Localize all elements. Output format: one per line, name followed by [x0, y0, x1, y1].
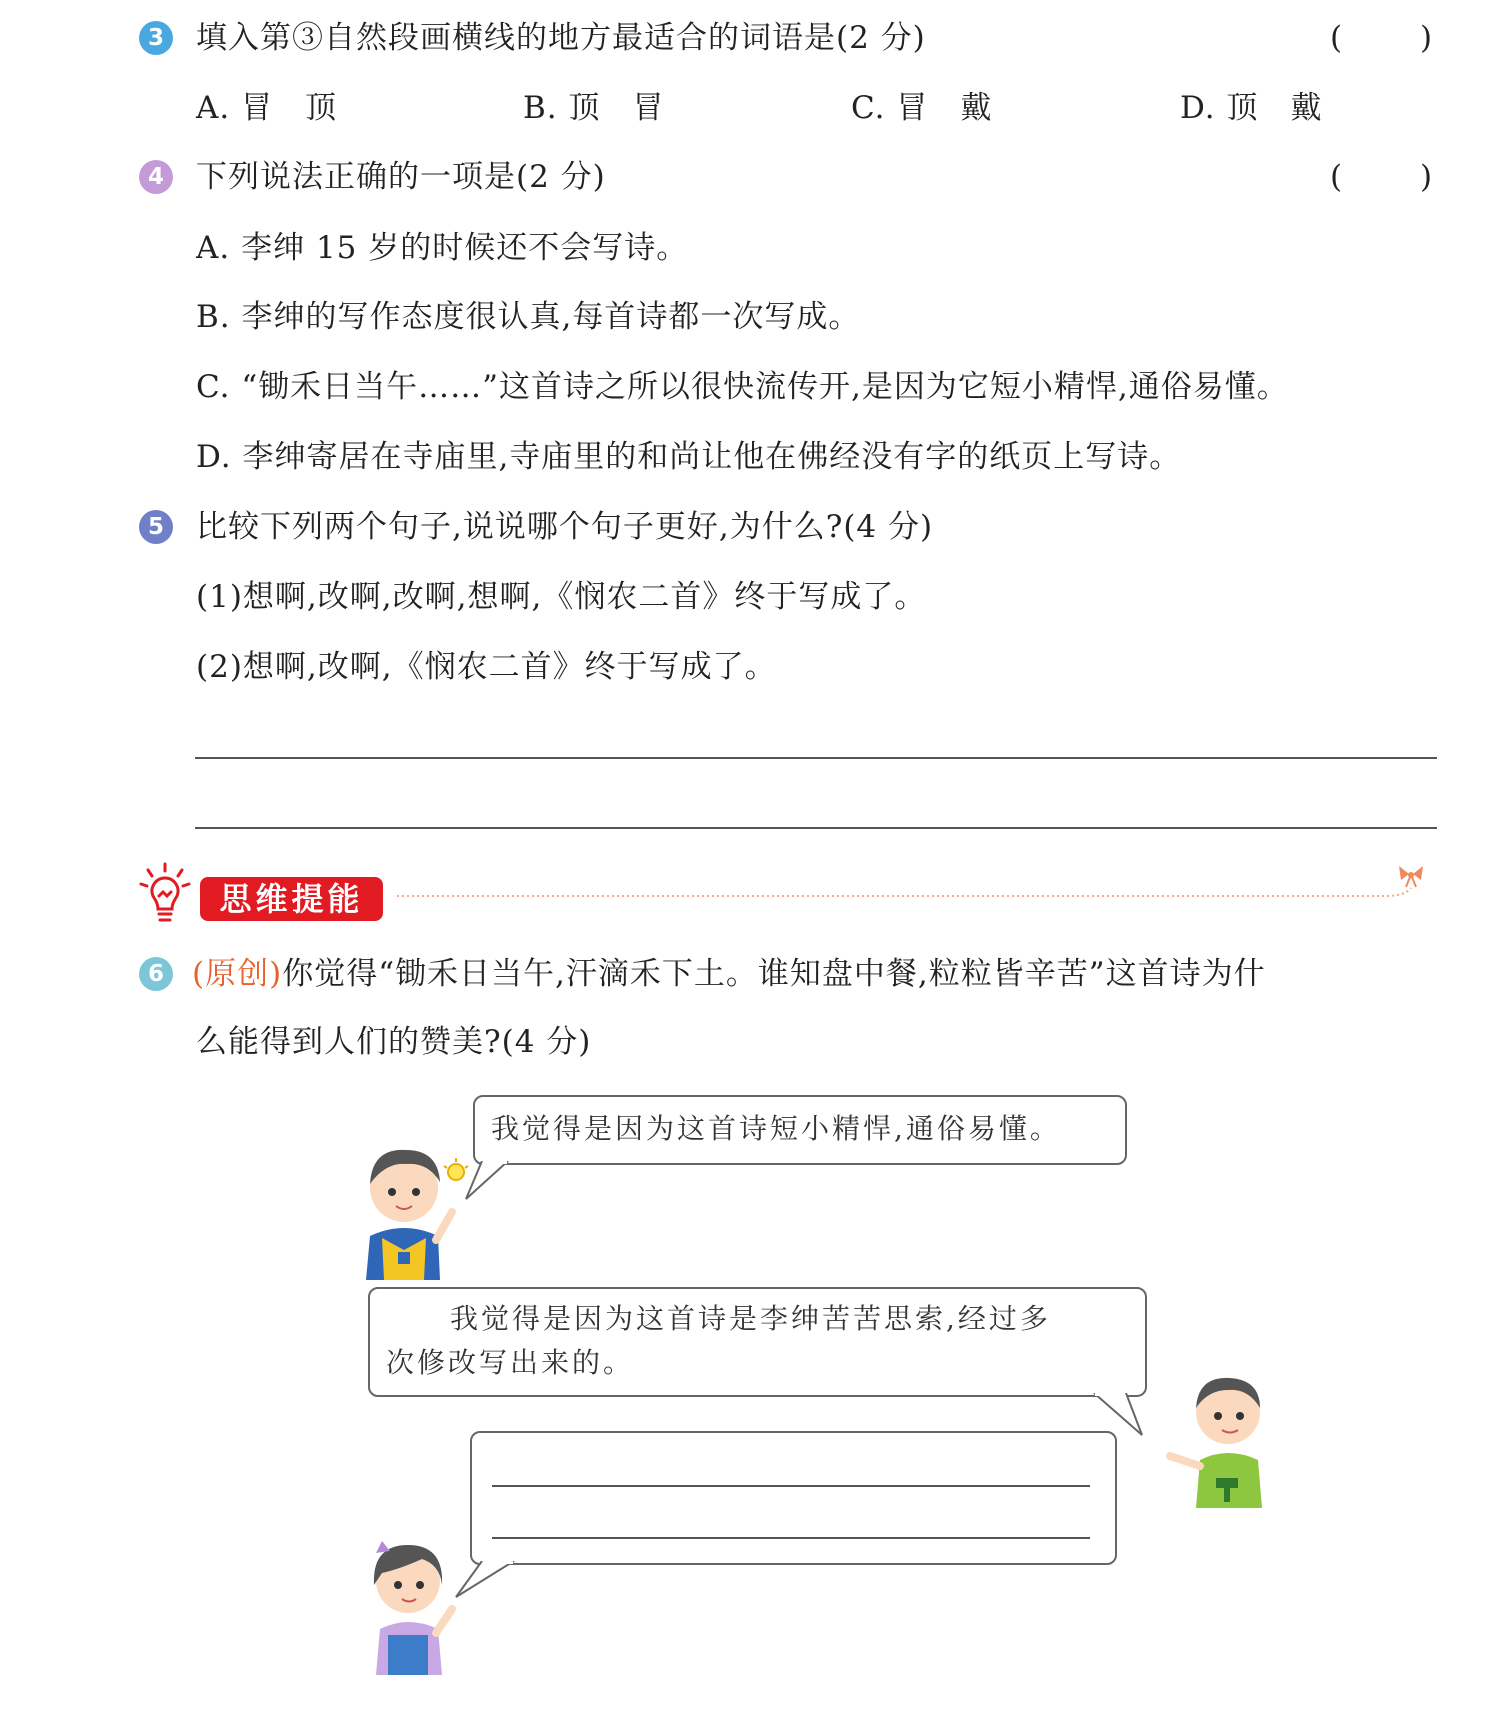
- answer-paren-close-4: ): [1420, 159, 1433, 195]
- answer-bubble-line-2[interactable]: [492, 1537, 1090, 1539]
- sentence-1: (1)想啊,改啊,改啊,想啊,《悯农二首》终于写成了。: [196, 579, 927, 615]
- option-d: D. 顶 戴: [1180, 90, 1323, 126]
- speech-bubble-1: [473, 1095, 1127, 1165]
- lightbulb-icon: [138, 862, 192, 926]
- question-number-3: 3: [139, 21, 173, 55]
- option-a: A. 李绅 15 岁的时候还不会写诗。: [196, 230, 689, 266]
- option-b: B. 顶 冒: [523, 90, 665, 126]
- question-number-5: 5: [139, 510, 173, 544]
- question-6-line-1: [192, 954, 1266, 994]
- girl-illustration: [360, 1525, 470, 1675]
- answer-paren-open-4: (: [1330, 159, 1343, 195]
- option-c: C. 冒 戴: [851, 90, 993, 126]
- bow-icon: [1399, 866, 1423, 887]
- bubble-2-line-2: 次修改写出来的。: [386, 1346, 635, 1379]
- bubble-1-text: 我觉得是因为这首诗短小精悍,通俗易懂。: [491, 1112, 1061, 1145]
- option-b: B. 李绅的写作态度很认真,每首诗都一次写成。: [196, 299, 861, 335]
- option-c: C. “锄禾日当午……”这首诗之所以很快流传开,是因为它短小精悍,通俗易懂。: [196, 369, 1289, 405]
- answer-bubble: [470, 1431, 1117, 1565]
- question-number-4: 4: [139, 160, 173, 194]
- speech-bubble-2: [368, 1287, 1147, 1397]
- question-6-text: 你觉得“锄禾日当午,汗滴禾下土。谁知盘中餐,粒粒皆辛苦”这首诗为什: [282, 956, 1266, 992]
- answer-bubble-line-1[interactable]: [492, 1485, 1090, 1487]
- bubble-2-line-1: 我觉得是因为这首诗是李绅苦苦思索,经过多: [450, 1302, 1051, 1335]
- question-4-text: 下列说法正确的一项是(2 分): [196, 159, 606, 195]
- question-5-text: 比较下列两个句子,说说哪个句子更好,为什么?(4 分): [196, 509, 934, 545]
- boy-with-idea-illustration: [352, 1140, 472, 1280]
- answer-paren-open-3: (: [1330, 20, 1343, 56]
- answer-line-1[interactable]: [195, 757, 1437, 759]
- sentence-2: (2)想啊,改啊,《悯农二首》终于写成了。: [196, 649, 777, 685]
- question-3-text: 填入第③自然段画横线的地方最适合的词语是(2 分): [196, 20, 926, 56]
- option-a: A. 冒 顶: [196, 90, 338, 126]
- question-number-6: 6: [139, 957, 173, 991]
- section-divider: [395, 858, 1440, 908]
- boy-dinosaur-shirt-illustration: [1150, 1368, 1280, 1508]
- original-tag: (原创): [192, 956, 283, 992]
- answer-line-2[interactable]: [195, 827, 1437, 829]
- section-title-banner: 思维提能: [200, 877, 383, 921]
- option-d: D. 李绅寄居在寺庙里,寺庙里的和尚让他在佛经没有字的纸页上写诗。: [196, 439, 1182, 475]
- question-6-line-2: 么能得到人们的赞美?(4 分): [196, 1024, 592, 1060]
- answer-paren-close-3: ): [1420, 20, 1433, 56]
